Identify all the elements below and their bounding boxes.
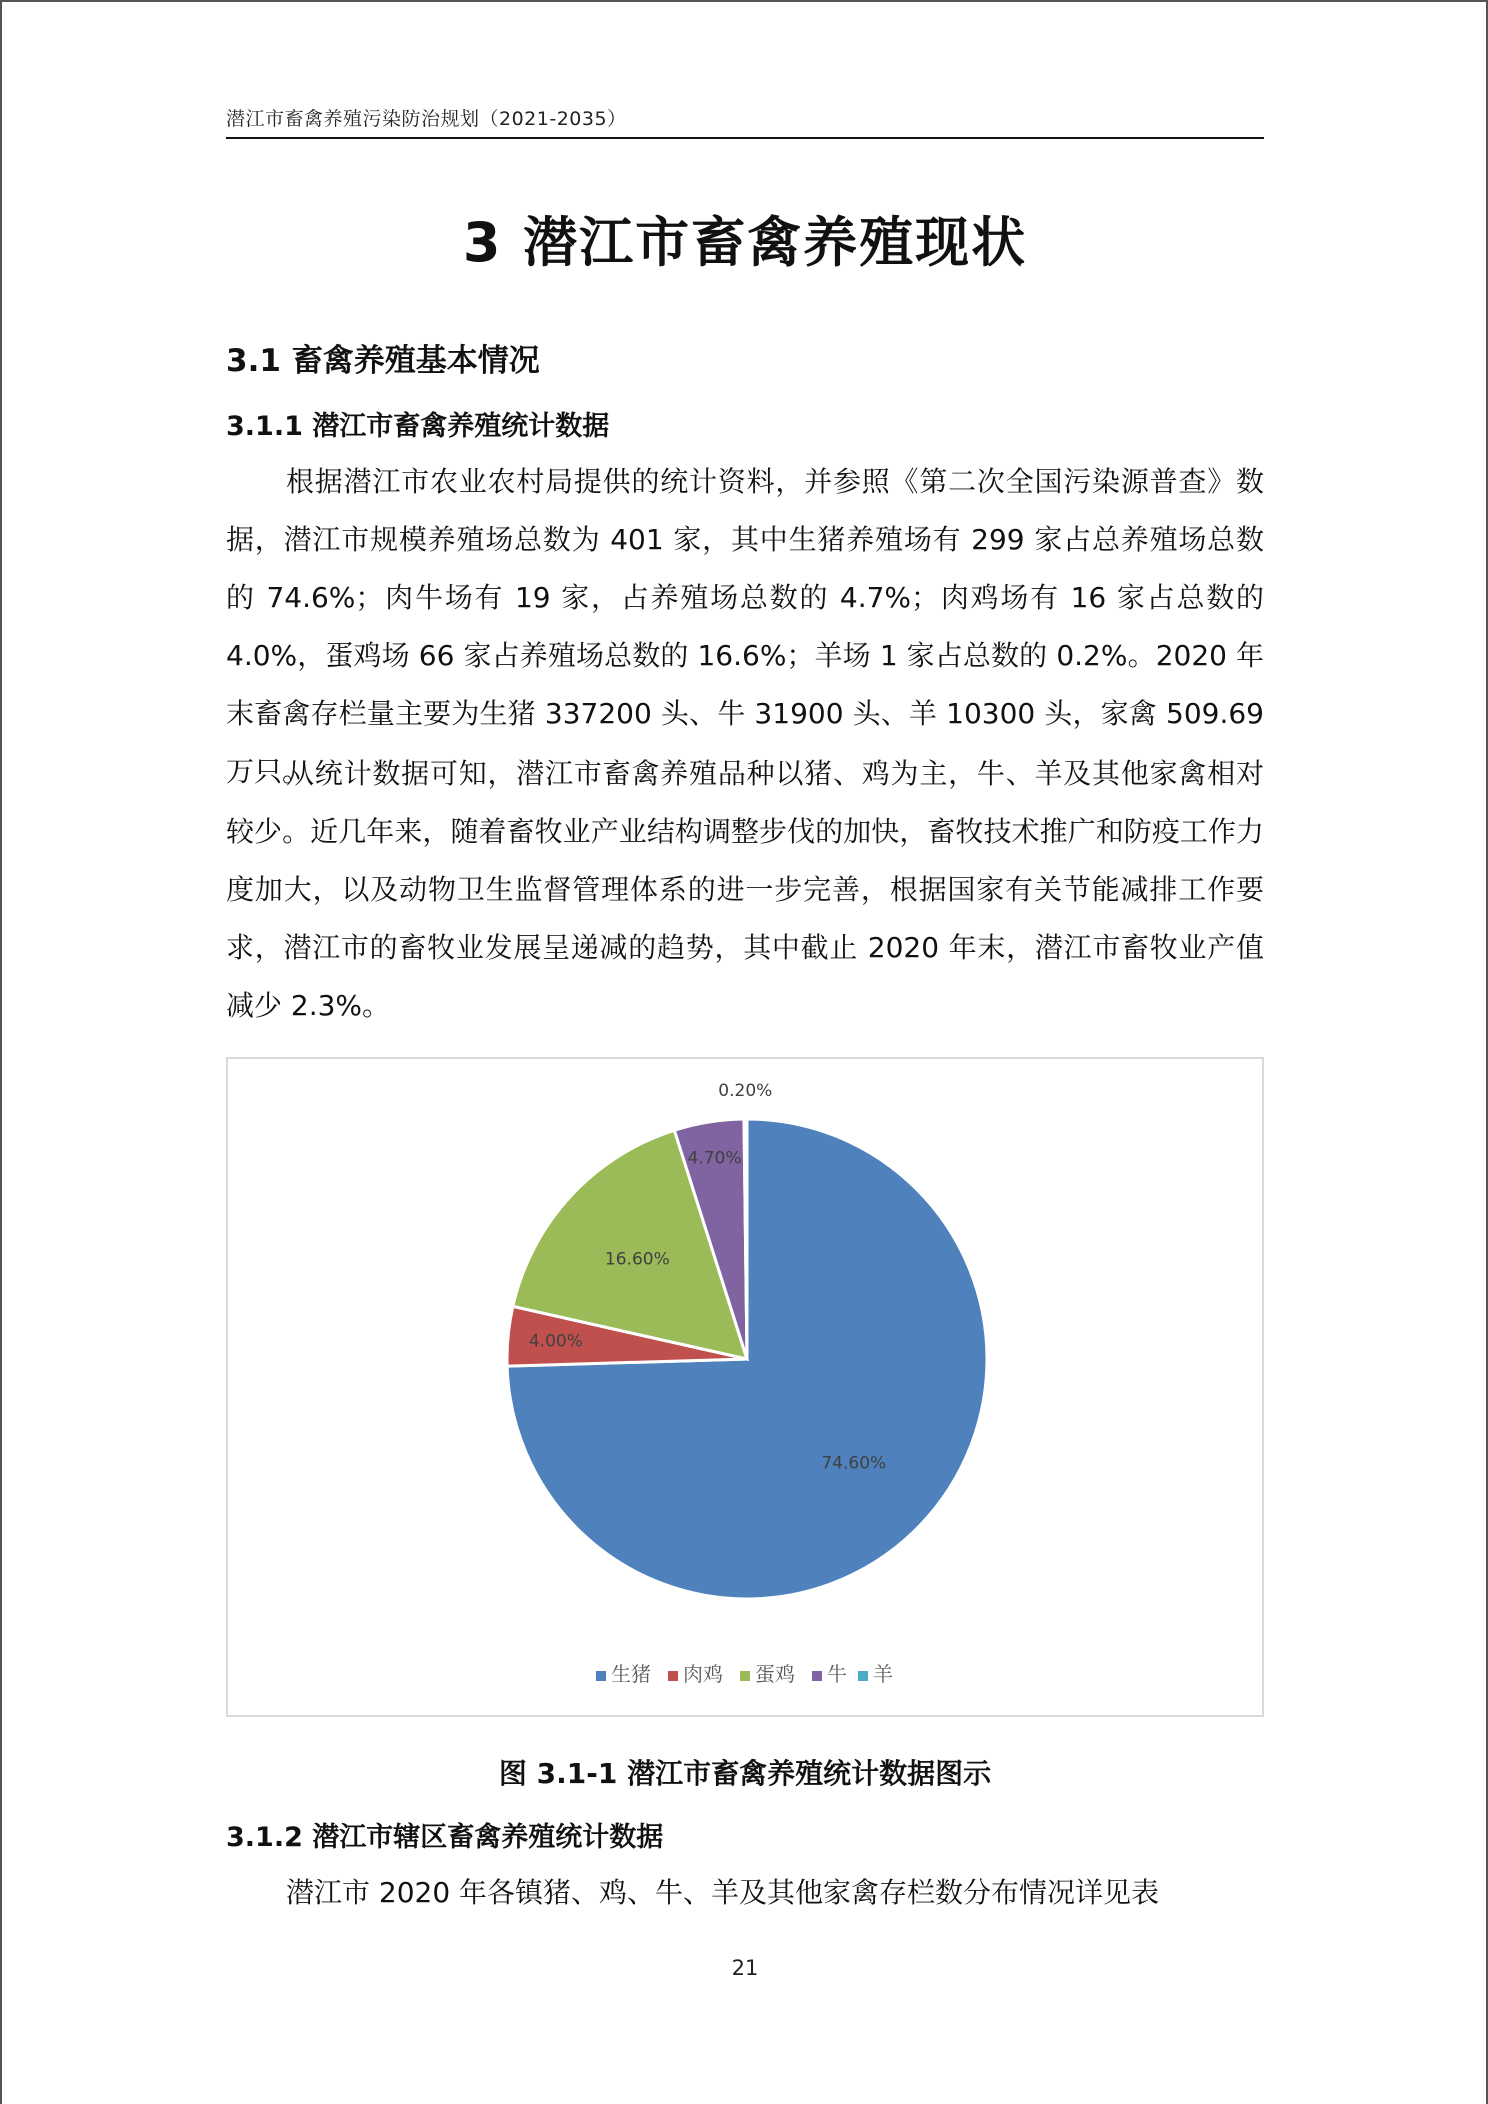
figure-caption: 图 3.1-1 潜江市畜禽养殖统计数据图示 xyxy=(498,1757,992,1790)
legend-label-4: 牛 xyxy=(827,1662,847,1686)
legend-label-1: 生猪 xyxy=(611,1662,651,1686)
pie-data-label-3: 16.60% xyxy=(604,1249,670,1270)
header-rule xyxy=(226,137,1264,139)
legend-label-3: 蛋鸡 xyxy=(755,1662,795,1686)
legend-swatch-2 xyxy=(668,1671,678,1681)
legend-swatch-1 xyxy=(596,1671,606,1681)
legend-swatch-5 xyxy=(858,1671,868,1681)
page-number: 21 xyxy=(731,1956,759,1980)
legend-label-5: 羊 xyxy=(873,1662,893,1686)
pie-data-label-2: 4.00% xyxy=(528,1331,583,1352)
pie-data-label-1: 74.60% xyxy=(821,1453,887,1474)
pie-chart xyxy=(228,1059,1262,1715)
pie-chart-frame xyxy=(226,1057,1264,1717)
paragraph-trend: 从统计数据可知，潜江市畜禽养殖品种以猪、鸡为主，牛、羊及其他家禽相对较少。近几年来，随着畜牧业产业结构调整步伐的加快，畜牧技术推广和防疫工作力度加大，以及动物卫生监督管理体系的进一步完善，根据国家有关节能减排工作要求，潜江市的畜牧业发展呈递减的趋势，其中截止 2020 年末，潜江市畜牧业产值减少 2.3%。 xyxy=(226,757,1264,1022)
subsection-title-3-1-2: 3.1.2 潜江市辖区畜禽养殖统计数据 xyxy=(226,1822,664,1853)
legend-swatch-3 xyxy=(740,1671,750,1681)
page-border-left xyxy=(0,0,2,2104)
legend-label-2: 肉鸡 xyxy=(683,1662,723,1686)
section-title-3-1: 3.1 畜禽养殖基本情况 xyxy=(226,343,540,379)
legend-swatch-4 xyxy=(812,1671,822,1681)
subsection-title-3-1-1: 3.1.1 潜江市畜禽养殖统计数据 xyxy=(226,411,610,442)
running-header: 潜江市畜禽养殖污染防治规划（2021-2035） xyxy=(226,108,627,130)
pie-data-label-5: 0.20% xyxy=(718,1081,773,1102)
paragraph-town-distribution: 潜江市 2020 年各镇猪、鸡、牛、羊及其他家禽存栏数分布情况详见表 xyxy=(286,1876,1160,1909)
pie-data-label-4: 4.70% xyxy=(687,1148,742,1169)
paragraph-statistics: 根据潜江市农业农村局提供的统计资料，并参照《第二次全国污染源普查》数据，潜江市规模养殖场总数为 401 家，其中生猪养殖场有 299 家占总养殖场总数的 74.6%；肉牛场有 19 家，占养殖场总数的 4.7%；肉鸡场有 16 家占总数的 4.0%，蛋鸡场 66 家占养殖场总数的 16.6%；羊场 1 家占总数的 0.2%。2020 年末畜禽存栏量主要为生猪 337200 头、牛 31900 头、羊 10300 头，家禽 509.69 万只。 xyxy=(226,465,1264,788)
page-border-top xyxy=(0,0,1488,2)
chapter-title: 3 潜江市畜禽养殖现状 xyxy=(462,211,1028,274)
